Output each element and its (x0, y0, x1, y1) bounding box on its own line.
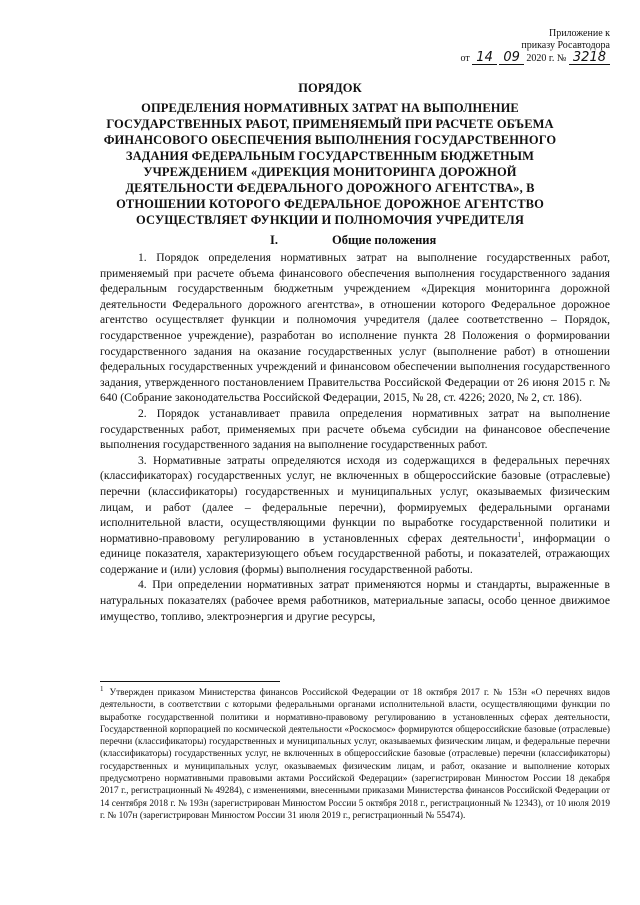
appendix-line-2: приказу Росавтодора (521, 40, 610, 51)
paragraph-2: 2. Порядок устанавливает правила определения нормативных затрат на выполнение государственных работ, применяемых при расчете объема субсидии на финансовое обеспечение выполнения государственного задания на выполнение государственных работ. (100, 406, 610, 452)
appendix-header (420, 28, 610, 65)
appendix-order-line (420, 52, 610, 65)
title-main: ПОРЯДОК (298, 81, 362, 95)
body-text (100, 250, 610, 624)
section-title: Общие положения (332, 233, 437, 247)
paragraph-3 (100, 453, 610, 578)
appendix-line-1: Приложение к (548, 28, 610, 39)
paragraph-3-text-b: , информации о единице показателя, характеризующего объем государственной работы, и показателей, отражающих содержание и (или) условия (формы) выполнения государственной работы. (100, 531, 610, 576)
footnote-text-block (100, 684, 610, 822)
paragraph-4: 4. При определении нормативных затрат применяются нормы и стандарты, выраженные в натуральных показателях (рабочее время работников, материальные запасы, особо ценное движимое имущество, топливо, электроэнергия и другие ресурсы, (100, 578, 610, 623)
title-subtitle: ОПРЕДЕЛЕНИЯ НОРМАТИВНЫХ ЗАТРАТ НА ВЫПОЛНЕНИЕ ГОСУДАРСТВЕННЫХ РАБОТ, ПРИМЕНЯЕМЫЙ ПРИ РАСЧЕТЕ ОБЪЕМА ФИНАНСОВОГО ОБЕСПЕЧЕНИЯ ВЫПОЛНЕНИЯ ГОСУДАРСТВЕННОГО ЗАДАНИЯ ФЕДЕРАЛЬНЫМ ГОСУДАРСТВЕННЫМ БЮДЖЕТНЫМ УЧРЕЖДЕНИЕМ «ДИРЕКЦИЯ МОНИТОРИНГА ДОРОЖНОЙ ДЕЯТЕЛЬНОСТИ ФЕДЕРАЛЬНОГО ДОРОЖНОГО АГЕНТСТВА», В ОТНОШЕНИИ КОТОРОГО ФЕДЕРАЛЬНОЕ ДОРОЖНОЕ АГЕНТСТВО ОСУЩЕСТВЛЯЕТ ФУНКЦИИ И ПОЛНОМОЧИЯ УЧРЕДИТЕЛЯ (103, 101, 557, 227)
section-number: I. (270, 233, 278, 247)
document-title (95, 80, 565, 228)
paragraph-1: 1. Порядок определения нормативных затрат на выполнение государственных работ, применяемый при расчете объема финансового обеспечения выполнения государственного задания федеральным государственным бюджетным учреждением «Дирекция мониторинга дорожной деятельности Федерального дорожного агентства», в отношении которого Федеральное дорожное агентство осуществляет функции и полномочия учредителя (далее соответственно – Порядок, государственное учреждение), разработан во исполнение пункта 28 Положения о формировании государственного задания на оказание государственных услуг (выполнение работ) в отношении федеральных государственных учреждений и финансовом обеспечении выполнения государственного задания, утвержденного постановлением Правительства Российской Федерации от 26 июня 2015 г. № 640 (Собрание законодательства Российской Федерации, 2015, № 28, ст. 4226; 2020, № 2, ст. 186). (100, 251, 610, 405)
appendix-date-prefix: от (460, 53, 470, 64)
appendix-month-handwritten: 09 (499, 52, 524, 65)
footnote-reference[interactable]: 1 (517, 530, 522, 539)
appendix-number-handwritten: 3218 (569, 52, 610, 65)
footnote-mark: 1 (100, 684, 104, 693)
section-heading (270, 232, 436, 248)
paragraph-3-text-a: 3. Нормативные затраты определяются исходя из содержащихся в федеральных перечнях (классификаторах) государственных услуг, не включенных в общероссийские базовые (отраслевые) перечни (классификаторы) государственных и муниципальных услуг, оказываемых физическим лицам, и работ (далее – федеральные перечни), формируемых федеральными органами исполнительной власти, осуществляющими функции по выработке государственной политики и нормативно-правовому регулированию в установленных сферах деятельности (100, 453, 610, 545)
footnote-text: Утвержден приказом Министерства финансов Российской Федерации от 18 октября 2017 г. № 153н «О перечнях видов деятельности, в соответствии с которыми федеральными органами исполнительной власти, осуществляющими функции по выработке государственной политики и нормативно-правовому регулированию в установленных сферах деятельности, Государственной корпорацией по космической деятельности «Роскосмос» формируются общероссийские базовые (отраслевые) перечни (классификаторы) государственных и муниципальных услуг, оказываемых физическим лицам, и федеральные перечни (классификаторы) государственных услуг, не включенных в общероссийские базовые (отраслевые) перечни (классификаторы) государственных и муниципальных услуг, оказываемых физическим лицам, и работ, оказание и выполнение которых предусмотрено нормативными правовыми актами Российской Федерации» (зарегистрирован Минюстом России 18 декабря 2017 г., регистрационный № 49284), с изменениями, внесенными приказами Министерства финансов Российской Федерации от 14 сентября 2018 г. № 193н (зарегистрирован Минюстом России 5 октября 2018 г., регистрационный № 12343), от 10 июля 2019 г. № 107н (зарегистрирован Минюстом России 31 июля 2019 г., регистрационный № 55474). (100, 688, 610, 821)
footnote (100, 684, 610, 822)
appendix-day-handwritten: 14 (472, 52, 497, 65)
footnote-divider (100, 681, 280, 682)
appendix-year-text: 2020 г. № (526, 53, 569, 64)
